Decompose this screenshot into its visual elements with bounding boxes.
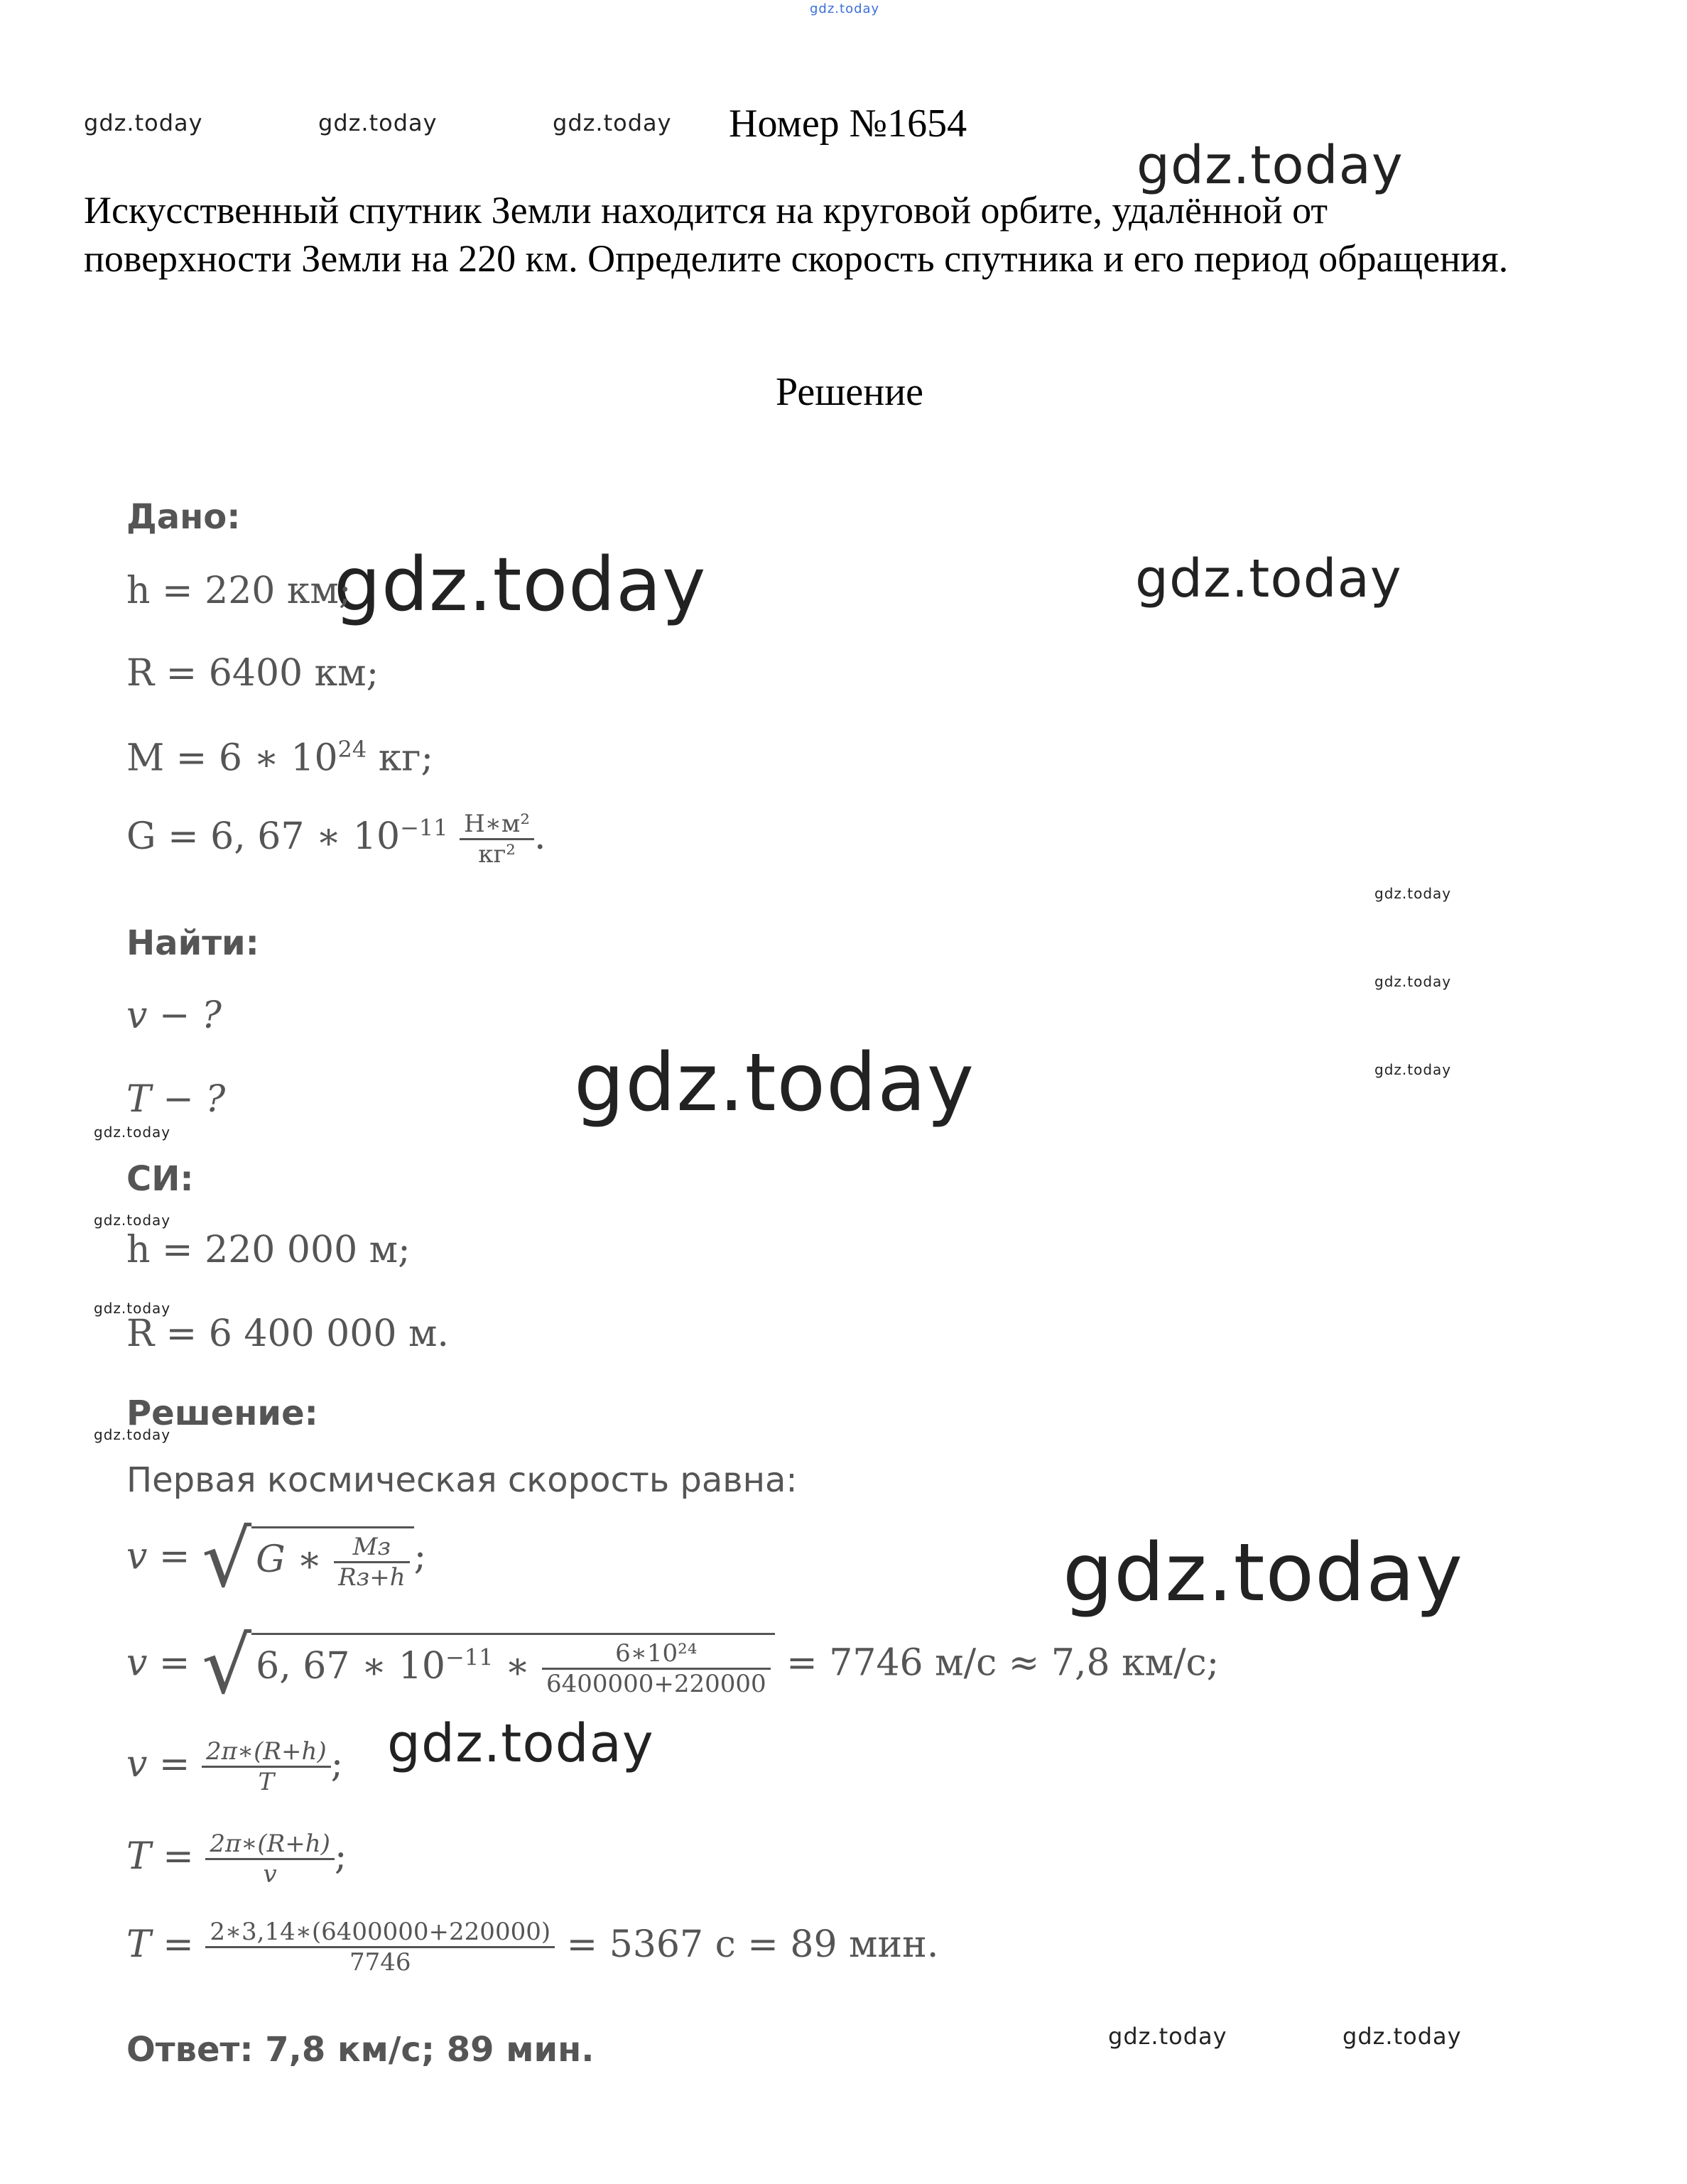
- problem-text: Искусственный спутник Земли находится на круговой орбите, удалённой от поверхности Земли на 220 км. Определите скорость спутника и его период обращения.: [84, 189, 1509, 280]
- eq2-den: 6400000+220000: [546, 1670, 766, 1698]
- eq1-radicand-left: G ∗: [256, 1538, 335, 1581]
- si-h: h = 220 000 м;: [126, 1229, 411, 1271]
- eq4-end: ;: [334, 1835, 347, 1878]
- given-G-end: .: [533, 815, 546, 858]
- eq5-left: T =: [126, 1923, 206, 1966]
- given-G-den: кг²: [478, 840, 516, 869]
- watermark-1: gdz.today: [84, 109, 203, 136]
- eq2-fraction: [542, 1639, 771, 1698]
- watermark-17: gdz.today: [1108, 2023, 1227, 2050]
- eq5-den: 7746: [349, 1948, 411, 1977]
- given-M-base: M = 6 ∗ 10: [126, 737, 338, 780]
- equation-3: [126, 1737, 343, 1796]
- eq4-fraction: [205, 1830, 335, 1889]
- watermark-14: gdz.today: [94, 1426, 171, 1443]
- si-label: СИ:: [126, 1159, 194, 1199]
- given-R: R = 6400 км;: [126, 652, 379, 695]
- watermark-4: gdz.today: [1137, 135, 1404, 196]
- given-G-num: Н∗м²: [460, 810, 534, 840]
- given-G-base: G = 6, 67 ∗ 10: [126, 815, 401, 858]
- solution-heading: Решение: [776, 370, 924, 414]
- watermark-9: gdz.today: [1374, 1061, 1452, 1078]
- eq3-fraction: [202, 1737, 331, 1796]
- eq4-num: 2π∗(R+h): [205, 1830, 335, 1860]
- given-M: [126, 736, 433, 779]
- find-label: Найти:: [126, 923, 259, 963]
- watermark-7: gdz.today: [1374, 885, 1452, 902]
- given-h: h = 220 км;: [126, 570, 352, 612]
- eq5-fraction: [205, 1918, 555, 1977]
- watermark-12: gdz.today: [94, 1212, 171, 1229]
- watermark-8: gdz.today: [1374, 973, 1452, 990]
- solve-label: Решение:: [126, 1393, 318, 1433]
- watermark-11: gdz.today: [94, 1124, 171, 1141]
- page-title: Номер №1654: [729, 102, 967, 146]
- watermark-16: gdz.today: [387, 1713, 654, 1774]
- eq3-num: 2π∗(R+h): [202, 1737, 331, 1768]
- watermark-6: gdz.today: [1135, 548, 1402, 609]
- sqrt-sign: √: [202, 1620, 252, 1711]
- given-label: Дано:: [126, 497, 241, 537]
- eq3-end: ;: [330, 1743, 344, 1786]
- given-G: [126, 810, 546, 869]
- eq2-num: 6∗10²⁴: [542, 1639, 771, 1670]
- equation-2: [126, 1620, 1220, 1711]
- eq2-exp: −11: [445, 1644, 494, 1671]
- watermark-10: gdz.today: [574, 1037, 975, 1129]
- eq2-mul: ∗: [493, 1645, 542, 1688]
- equation-5: [126, 1918, 938, 1977]
- given-M-exp: 24: [337, 736, 367, 763]
- given-G-fraction: [460, 810, 534, 869]
- watermark-18: gdz.today: [1342, 2023, 1462, 2050]
- eq2-result: = 7746 м/с ≈ 7,8 км/с;: [774, 1641, 1220, 1685]
- si-R: R = 6 400 000 м.: [126, 1313, 449, 1355]
- eq2-radicand-left: 6, 67 ∗ 10: [256, 1645, 445, 1688]
- eq3-den: T: [258, 1768, 275, 1796]
- eq2-left: v =: [126, 1641, 202, 1685]
- watermark-3: gdz.today: [553, 109, 672, 136]
- eq1-end: ;: [413, 1535, 427, 1578]
- watermark-15: gdz.today: [1063, 1527, 1464, 1619]
- watermark-5: gdz.today: [334, 541, 707, 628]
- equation-1: [126, 1514, 427, 1604]
- eq1-left: v =: [126, 1535, 202, 1578]
- eq1-num: Mз: [334, 1533, 410, 1563]
- given-G-exp: −11: [400, 814, 448, 842]
- eq2-radicand: [251, 1633, 775, 1698]
- eq4-left: T =: [126, 1835, 206, 1878]
- eq5-num: 2∗3,14∗(6400000+220000): [205, 1918, 555, 1948]
- eq4-den: v: [263, 1860, 277, 1889]
- sqrt-sign: √: [202, 1514, 252, 1604]
- find-v: v − ?: [126, 994, 222, 1037]
- watermark-13: gdz.today: [94, 1300, 171, 1317]
- eq1-fraction: [334, 1533, 410, 1592]
- watermark-2: gdz.today: [318, 109, 438, 136]
- eq1-den: Rз+h: [338, 1563, 406, 1592]
- eq1-radicand: [251, 1526, 413, 1592]
- eq3-left: v =: [126, 1743, 202, 1786]
- given-M-unit: кг;: [367, 737, 434, 780]
- eq5-result: = 5367 с = 89 мин.: [555, 1923, 939, 1966]
- find-T: T − ?: [126, 1078, 226, 1121]
- watermark-top: gdz.today: [810, 1, 880, 16]
- equation-4: [126, 1830, 347, 1889]
- answer: Ответ: 7,8 км/с; 89 мин.: [126, 2030, 595, 2070]
- solve-intro: Первая космическая скорость равна:: [126, 1460, 798, 1500]
